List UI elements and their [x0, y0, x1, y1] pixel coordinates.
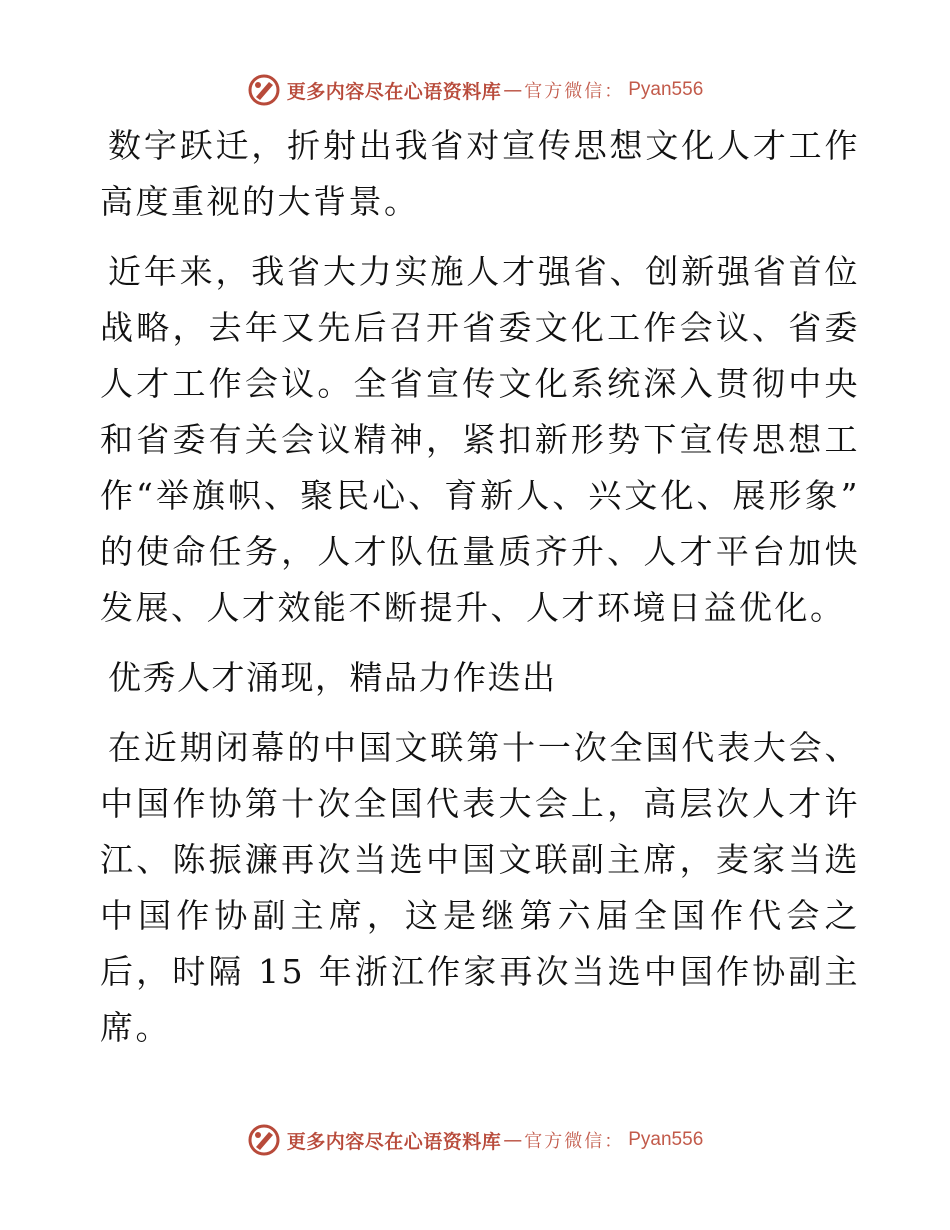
- paragraph-2: 近年来，我省大力实施人才强省、创新强省首位战略，去年又先后召开省委文化工作会议、省委人才工作会议。全省宣传文化系统深入贯彻中央和省委有关会议精神，紧扣新形势下宣传思想工作“举旗帜、聚民心、育新人、兴文化、展形象” 的使命任务，人才队伍量质齐升、人才平台加快发展、人才效能不断提升、人才环境日益优化。: [100, 252, 860, 627]
- section-heading: 优秀人才涌现，精品力作迭出: [108, 658, 557, 697]
- promo-text: 更多内容尽在心语资料库: [286, 1130, 502, 1153]
- logo-icon: [247, 1123, 281, 1157]
- separator: —: [503, 1129, 523, 1151]
- header-banner: [0, 70, 950, 110]
- wechat-id: Pyan556: [628, 79, 704, 100]
- paragraph-3: 在近期闭幕的中国文联第十一次全国代表大会、中国作协第十次全国代表大会上，高层次人才许江、陈振濂再次当选中国文联副主席，麦家当选中国作协副主席，这是继第六届全国作代会之后，时隔 15 年浙江作家再次当选中国作协副主席。: [100, 728, 860, 1047]
- promo-text: 更多内容尽在心语资料库: [286, 80, 502, 103]
- footer-banner: [0, 1120, 950, 1160]
- wechat-id: Pyan556: [628, 1129, 704, 1150]
- wechat-label: 官方微信：: [524, 1131, 625, 1152]
- paragraph-1: 数字跃迁，折射出我省对宣传思想文化人才工作高度重视的大背景。: [100, 126, 860, 221]
- document-body: [100, 118, 860, 1070]
- logo-icon: [247, 73, 281, 107]
- separator: —: [503, 79, 523, 101]
- wechat-label: 官方微信：: [524, 81, 625, 102]
